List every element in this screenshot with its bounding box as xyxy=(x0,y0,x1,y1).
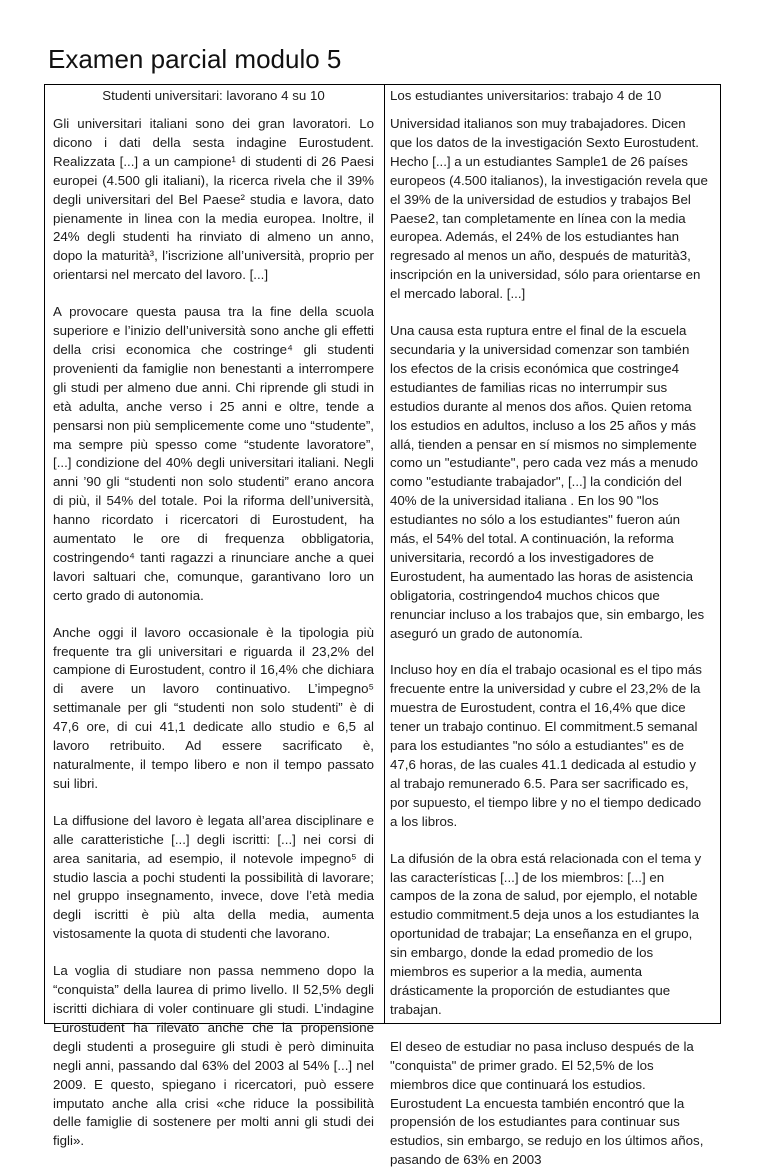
italian-heading: Studenti universitari: lavorano 4 su 10 xyxy=(102,88,325,103)
spanish-paragraph: Una causa esta ruptura entre el final de la escuela secundaria y la universidad comenzar son también los efectos de la crisis económica que costringe4 estudiantes de familias ricas no interrumpir sus estudios durante al menos dos años. Quien retoma los estudios en adultos, incluso a los 25 años y más allá, tienden a pensar en sí mismos no simplemente como un "estudiante", pero cada vez más a menudo como "estudiante trabajador", [...] la condición del 40% de la universidad italiana . En los 90 "los estudiantes no sólo a los estudiantes" fueron aún más, el 54% del total. A continuación, la reforma universitaria, recordó a los investigadores de Eurostudent, ha aumentado las horas de asistencia obligatoria, costringendo4 muchos chicos que renunciar incluso a los trabajos que, sin embargo, les aseguró un grado de autonomía. xyxy=(390,323,705,641)
italian-paragraph: La diffusione del lavoro è legata all’area disciplinare e alle caratteristiche [...] degli iscritti: [...] nei corsi di area sanitaria, ad esempio, il notevole impegno⁵ di studio lascia a pochi studenti la possibilità di lavorare; nel gruppo insegnamento, invece, dove l’età media degli iscritti è più alta della media, aumenta vistosamente la quota di studenti che lavorano. xyxy=(53,812,374,942)
spanish-paragraph: Incluso hoy en día el trabajo ocasional es el tipo más frecuente entre la universidad y cubre el 23,2% de la muestra de Eurostudent, contra el 16,4% que dice tener un trabajo continuo. El commitment.5 semanal para los estudiantes "no sólo a estudiantes" es de 47,6 horas, de las cuales 41.1 dedicada al estudio y al trabajo remunerado 6.5. Para ser sacrificado es, por supuesto, el tiempo libre y no el tiempo dedicado a los libros. xyxy=(390,662,702,829)
italian-column xyxy=(45,85,385,1149)
spanish-paragraph: Universidad italianos son muy trabajadores. Dicen que los datos de la investigación Sexto Eurostudent. Hecho [...] a un estudiantes Sample1 de 26 países europeos (4.500 italianos), la investigación revela que el 39% de la universidad de estudios y trabajos Bel Paese2, tan completamente en línea con la media europea. Además, el 24% de los estudiantes han regresado al menos un año, después de maturità3, inscripción en la universidad, sólo para orientarse en el mercado laboral. [...] xyxy=(390,116,708,302)
spanish-heading: Los estudiantes universitarios: trabajo 4 de 10 xyxy=(390,88,662,103)
translation-table xyxy=(44,84,721,1168)
italian-paragraph: Gli universitari italiani sono dei gran lavoratori. Lo dicono i dati della sesta indagine Eurostudent. Realizzata [...] a un campione¹ di studenti di 26 Paesi europei (4.500 gli italiani), la ricerca rivela che il 39% degli universitari del Bel Paese² studia e lavora, dato pienamente in linea con la media europea. Inoltre, il 24% degli studenti ha rinviato di almeno un anno, dopo la maturità³, l’iscrizione all’università, proprio per orientarsi nel mercato del lavoro. [...] xyxy=(53,116,374,283)
spanish-column xyxy=(385,85,720,1168)
spanish-paragraph: El deseo de estudiar no pasa incluso después de la "conquista" de primer grado. El 52,5% de los miembros dice que continuará los estudios. Eurostudent La encuesta también encontró que la propensión de los estudiantes para continuar sus estudios, sin embargo, se redujo en los últimos años, pasando de 63% en 2003 xyxy=(390,1038,704,1168)
spanish-paragraph: La difusión de la obra está relacionada con el tema y las características [...] de los miembros: [...] en campos de la zona de salud, por ejemplo, el notable estudio commitment.5 deja unos a los estudiantes la oportunidad de trabajar; La enseñanza en el grupo, sin embargo, donde la edad promedio de los miembros es superior a la media, aumenta drásticamente la proporción de estudiantes que trabajan. xyxy=(390,850,702,1017)
italian-paragraph: A provocare questa pausa tra la fine della scuola superiore e l’inizio dell’università sono anche gli effetti della crisi economica che costringe⁴ gli studenti provenienti da famiglie non benestanti a interrompere gli studi per almeno due anni. Chi riprende gli studi in età adulta, anche verso i 25 anni e oltre, tende a pensarsi non più semplicemente come uno “studente”, ma sempre più spesso come “studente lavoratore”, [...] condizione del 40% degli universitari italiani. Negli anni ’90 gli “studenti non solo studenti” erano ancora di più, il 54% del totale. Poi la riforma dell’università, hanno ricordato i ricercatori di Eurostudent, ha aumentato le ore di frequenza obbligatoria, costringendo⁴ tanti ragazzi a rinunciare anche a quei lavori saltuari che, comunque, garantivano loro un certo grado di autonomia. xyxy=(53,304,374,603)
page-title: Examen parcial modulo 5 xyxy=(48,44,342,74)
italian-paragraph: La voglia di studiare non passa nemmeno dopo la “conquista” della laurea di primo livello. Il 52,5% degli iscritti dichiara di voler continuare gli studi. L’indagine Eurostudent ha rilevato anche che la propensione degli studenti a proseguire gli studi è però diminuita negli anni, passando dal 63% del 2003 al 54% [...] nel 2009. E questo, spiegano i ricercatori, può essere imputato anche alla crisi «che riduce la possibilità delle famiglie di sostenere per molti anni gli studi dei figli». xyxy=(53,963,374,1149)
italian-paragraph: Anche oggi il lavoro occasionale è la tipologia più frequente tra gli universitari e riguarda il 23,2% del campione di Eurostudent, contro il 16,4% che dichiara di avere un lavoro continuativo. L’impegno⁵ settimanale per gli “studenti non solo studenti” è di 47,6 ore, di cui 41,1 dedicate allo studio e 6,5 al lavoro retribuito. Ad essere sacrificato è, naturalmente, il tempo libero e non il tempo passato sui libri. xyxy=(53,624,374,791)
